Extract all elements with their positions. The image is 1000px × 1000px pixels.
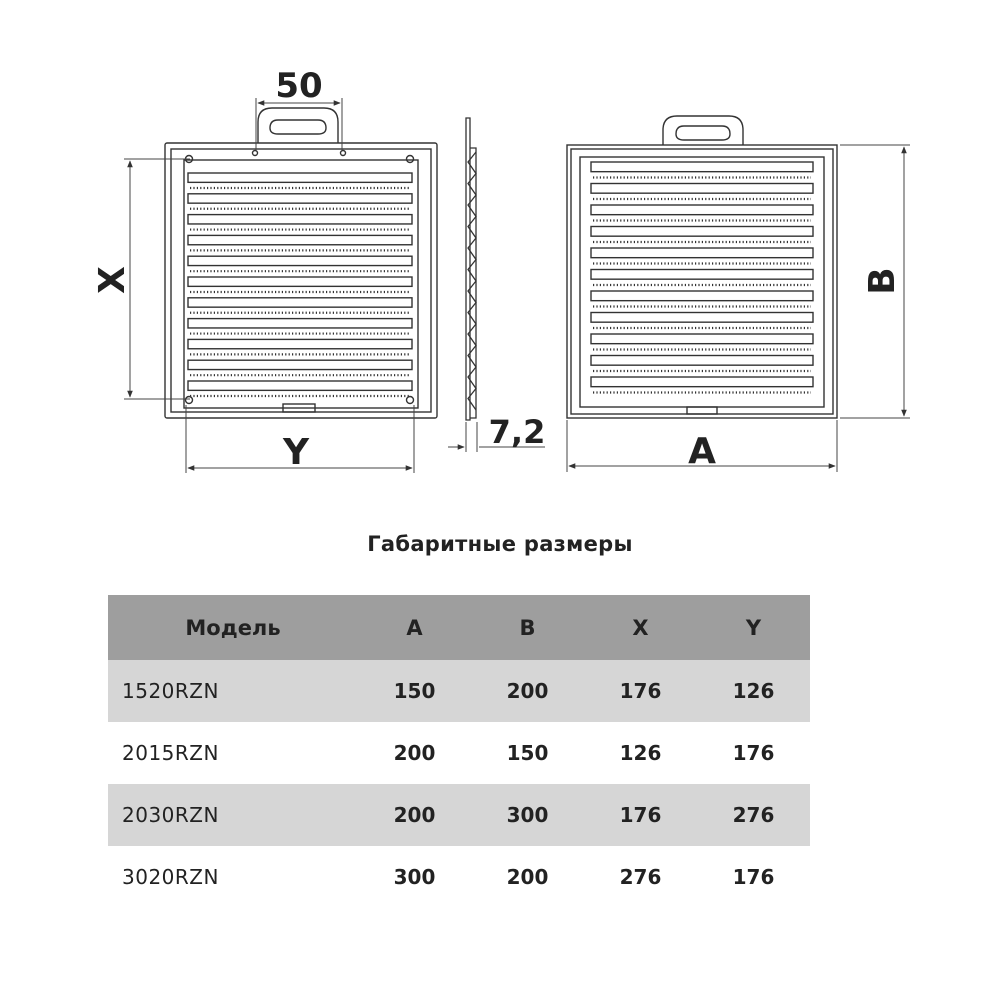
dim-label-x: X bbox=[92, 266, 133, 294]
cell-b: 150 bbox=[506, 741, 549, 765]
cell-y: 276 bbox=[697, 784, 810, 846]
cell-x: 276 bbox=[619, 865, 662, 889]
table-row bbox=[108, 784, 810, 846]
cell-model: 2015RZN bbox=[122, 741, 219, 765]
dim-label-a: A bbox=[688, 431, 716, 472]
header-a: A bbox=[358, 595, 471, 660]
grille-front-view bbox=[567, 116, 837, 418]
header-b: B bbox=[471, 595, 584, 660]
dim-label-7-2: 7,2 bbox=[488, 413, 546, 451]
cell-y: 176 bbox=[732, 865, 775, 889]
header-model: Модель bbox=[108, 595, 358, 660]
header-x: X bbox=[584, 595, 697, 660]
cell-model: 3020RZN bbox=[122, 865, 219, 889]
cell-a: 150 bbox=[358, 660, 471, 722]
dim-label-y: Y bbox=[282, 432, 310, 473]
dim-label-b: B bbox=[862, 267, 903, 295]
cell-y: 126 bbox=[697, 660, 810, 722]
cell-x: 176 bbox=[584, 784, 697, 846]
cell-a: 300 bbox=[393, 865, 436, 889]
dim-label-50: 50 bbox=[275, 66, 323, 106]
table-row bbox=[108, 660, 810, 722]
table-header-row bbox=[108, 595, 810, 660]
cell-model: 2030RZN bbox=[108, 784, 358, 846]
table-title: Габаритные размеры bbox=[367, 532, 633, 556]
cell-y: 176 bbox=[732, 741, 775, 765]
cell-b: 200 bbox=[506, 865, 549, 889]
table-row bbox=[108, 846, 810, 908]
hanger-tab bbox=[663, 116, 743, 148]
cell-x: 126 bbox=[619, 741, 662, 765]
cell-a: 200 bbox=[358, 784, 471, 846]
cell-b: 300 bbox=[471, 784, 584, 846]
cell-a: 200 bbox=[393, 741, 436, 765]
dimensions-table bbox=[108, 595, 810, 908]
grille-side-view bbox=[466, 118, 476, 420]
cell-model: 1520RZN bbox=[108, 660, 358, 722]
header-y: Y bbox=[697, 595, 810, 660]
grille-back-view bbox=[165, 108, 437, 418]
cell-b: 200 bbox=[471, 660, 584, 722]
cell-x: 176 bbox=[584, 660, 697, 722]
table-row bbox=[108, 722, 810, 784]
